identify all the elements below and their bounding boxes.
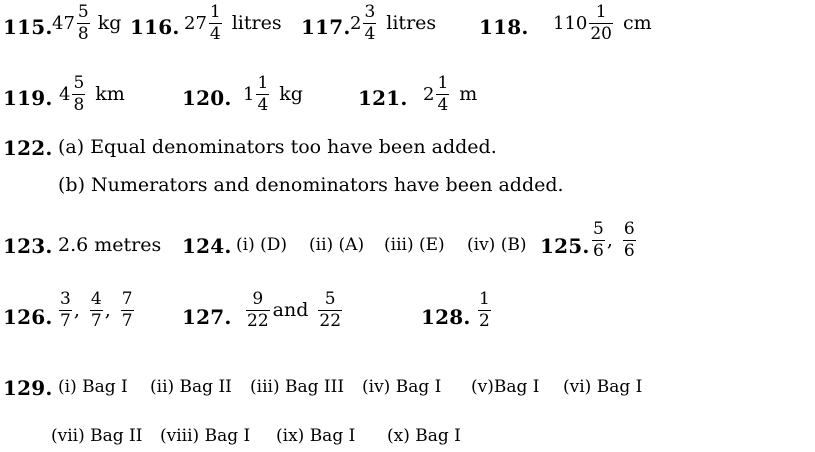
unit: kg: [97, 12, 122, 34]
answer-124-iii: (iii) (E): [384, 235, 445, 255]
denominator: 7: [121, 311, 133, 331]
numerator: 5: [73, 73, 85, 93]
whole-part: 27: [184, 12, 207, 34]
separator: ,: [104, 299, 111, 321]
numerator: 1: [479, 289, 490, 309]
answer-121: [423, 75, 477, 114]
numerator: 1: [595, 2, 607, 22]
answer-117: [350, 4, 436, 43]
answer-118: [553, 4, 652, 43]
numerator: 9: [252, 289, 264, 309]
fraction: [246, 291, 270, 330]
whole-part: 2: [423, 83, 435, 105]
answer-129-v: (v)Bag I: [471, 377, 540, 397]
answer-number-127: 127.: [182, 305, 232, 329]
fraction: [592, 221, 605, 260]
unit: m: [459, 83, 478, 105]
denominator: 6: [593, 241, 604, 261]
fraction: [72, 75, 85, 114]
whole-part: 110: [553, 12, 588, 34]
answer-129-x: (x) Bag I: [387, 426, 461, 446]
answer-number-121: 121.: [358, 86, 408, 110]
denominator: 8: [77, 24, 89, 44]
answer-number-122: 122.: [3, 136, 53, 160]
denominator: 7: [90, 311, 102, 331]
fraction: [623, 221, 636, 260]
answer-120: [243, 75, 303, 114]
answer-129-iv: (iv) Bag I: [362, 377, 442, 397]
fraction: [436, 75, 449, 114]
denominator: 2: [479, 311, 490, 331]
denominator: 4: [209, 24, 221, 44]
numerator: 3: [60, 289, 71, 309]
answer-125: [590, 221, 638, 260]
whole-part: 47: [52, 12, 75, 34]
fraction: [59, 291, 72, 330]
numerator: 3: [364, 2, 376, 22]
fraction: [90, 291, 103, 330]
whole-part: 1: [243, 83, 255, 105]
denominator: 7: [60, 311, 71, 331]
answer-124-i: (i) (D): [236, 235, 287, 255]
answer-number-118: 118.: [479, 15, 529, 39]
numerator: 1: [257, 73, 269, 93]
whole-part: 4: [59, 83, 71, 105]
fraction: [589, 4, 613, 43]
numerator: 7: [121, 289, 133, 309]
answer-129-iii: (iii) Bag III: [250, 377, 345, 397]
unit: kg: [279, 83, 303, 105]
answer-129-ix: (ix) Bag I: [276, 426, 356, 446]
answer-number-117: 117.: [301, 15, 351, 39]
numerator: 5: [324, 289, 336, 309]
denominator: 4: [364, 24, 376, 44]
numerator: 4: [90, 289, 102, 309]
and-word: and: [272, 299, 309, 321]
answer-127: [244, 291, 344, 330]
answer-number-123: 123.: [3, 234, 53, 258]
numerator: 1: [437, 73, 449, 93]
answer-number-124: 124.: [182, 234, 232, 258]
answer-number-126: 126.: [3, 305, 53, 329]
answer-129-vii: (vii) Bag II: [51, 426, 143, 446]
denominator: 6: [623, 241, 635, 261]
answer-119: [59, 75, 125, 114]
denominator: 8: [73, 95, 85, 115]
answer-number-129: 129.: [3, 376, 53, 400]
answer-129-ii: (ii) Bag II: [150, 377, 232, 397]
numerator: 6: [623, 219, 635, 239]
answer-128: [476, 291, 493, 330]
unit: litres: [231, 12, 282, 34]
answer-126: [57, 291, 136, 330]
answer-124-ii: (ii) (A): [309, 235, 365, 255]
fraction: [209, 4, 222, 43]
answer-124-iv: (iv) (B): [467, 235, 527, 255]
unit: km: [95, 83, 125, 105]
denominator: 4: [437, 95, 449, 115]
answer-116: [184, 4, 282, 43]
numerator: 5: [593, 219, 604, 239]
answer-129-i: (i) Bag I: [58, 377, 128, 397]
answer-115: [52, 4, 121, 43]
unit: cm: [623, 12, 652, 34]
answer-number-125: 125.: [540, 234, 590, 258]
answer-number-128: 128.: [421, 305, 471, 329]
numerator: 1: [209, 2, 221, 22]
unit: litres: [386, 12, 437, 34]
denominator: 4: [257, 95, 269, 115]
separator: ,: [73, 299, 80, 321]
denominator: 20: [590, 24, 612, 44]
fraction: [318, 291, 342, 330]
answer-122-b: (b) Numerators and denominators have been added.: [58, 174, 564, 196]
fraction: [478, 291, 491, 330]
answer-number-115: 115.: [3, 15, 53, 39]
answer-122-a: (a) Equal denominators too have been added.: [58, 136, 497, 158]
fraction: [256, 75, 269, 114]
denominator: 22: [247, 311, 269, 331]
answer-123: 2.6 metres: [58, 234, 162, 256]
answer-number-116: 116.: [130, 15, 180, 39]
answer-129-vi: (vi) Bag I: [563, 377, 643, 397]
answer-number-119: 119.: [3, 86, 53, 110]
answer-129-viii: (viii) Bag I: [160, 426, 251, 446]
fraction: [363, 4, 376, 43]
numerator: 5: [77, 2, 89, 22]
fraction: [77, 4, 90, 43]
fraction: [121, 291, 134, 330]
denominator: 22: [319, 311, 342, 331]
answer-number-120: 120.: [182, 86, 232, 110]
separator: ,: [606, 229, 613, 251]
whole-part: 2: [350, 12, 362, 34]
